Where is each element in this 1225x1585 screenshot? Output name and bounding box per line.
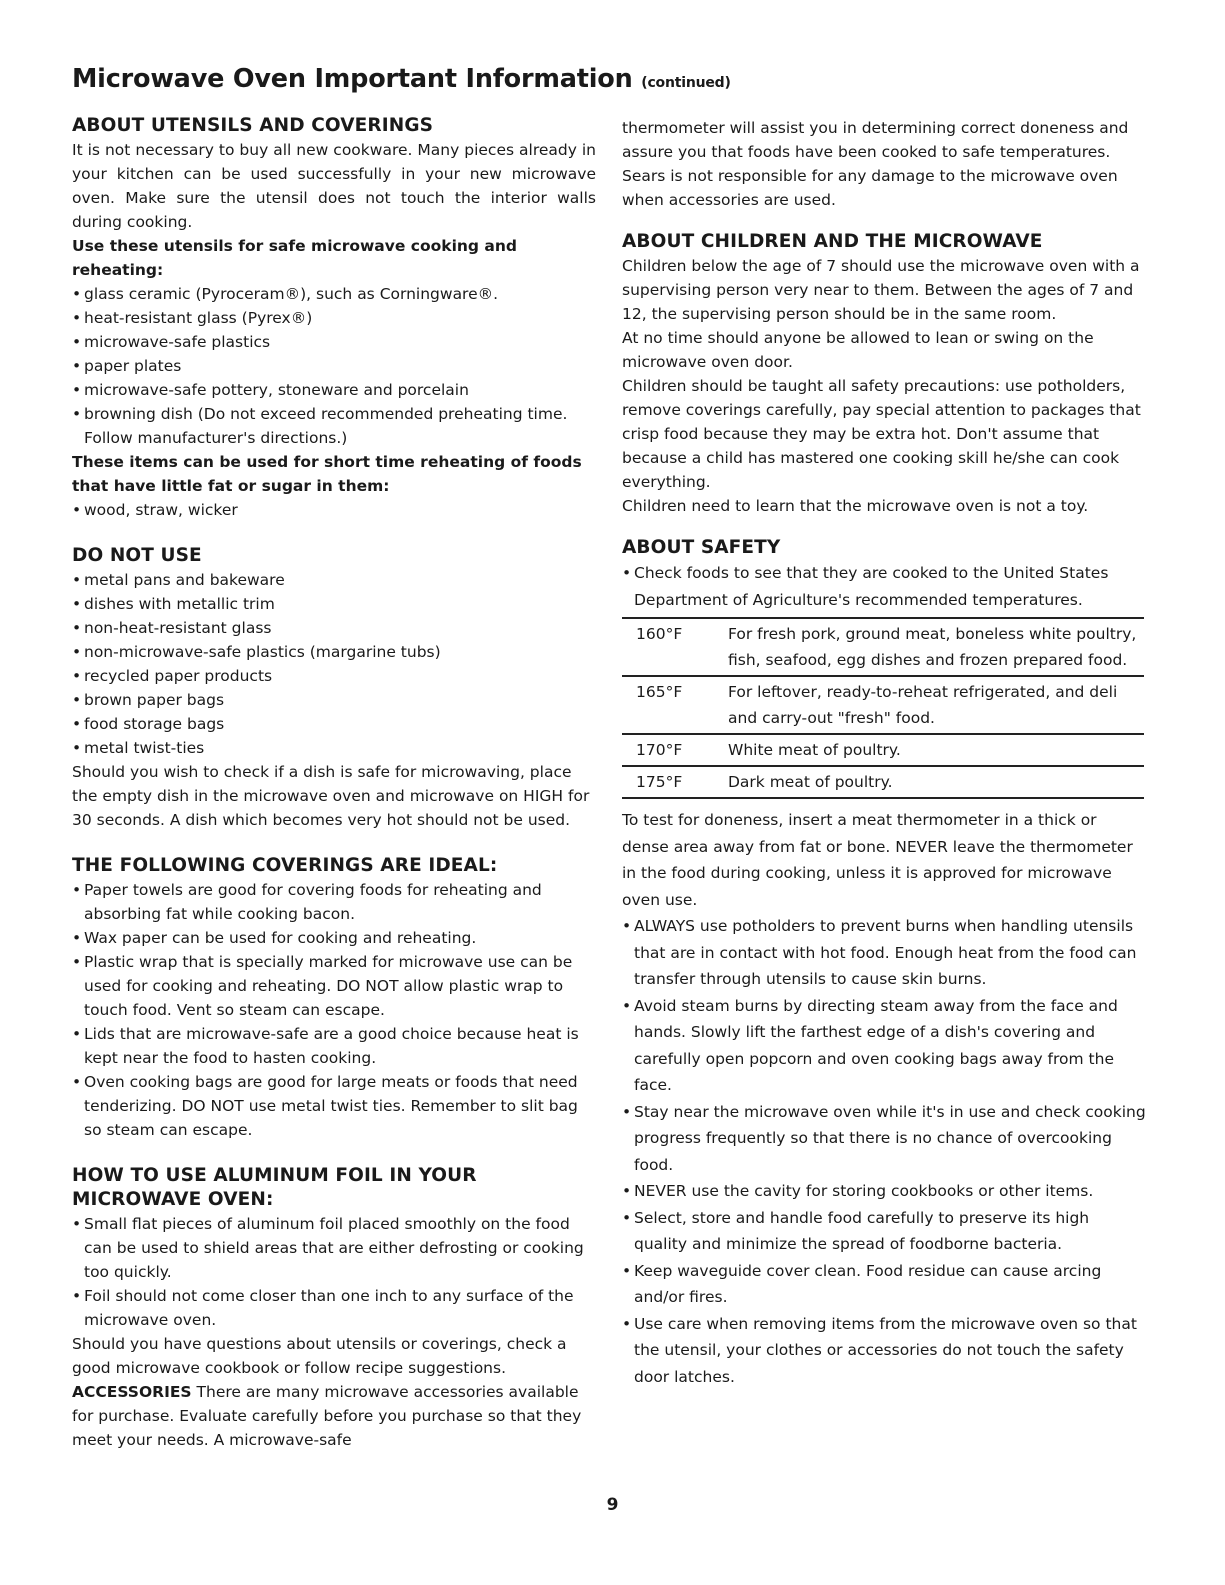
temp-cell: 170°F xyxy=(622,734,728,766)
do-not-use-list xyxy=(72,568,596,760)
safety-list xyxy=(622,913,1146,1390)
temp-cell: 175°F xyxy=(622,766,728,798)
safe-utensils-list xyxy=(72,282,596,450)
table-row xyxy=(622,766,1144,798)
coverings-list xyxy=(72,878,596,1142)
table-row xyxy=(622,734,1144,766)
accessories-label: ACCESSORIES xyxy=(72,1383,192,1401)
temperature-table xyxy=(622,617,1144,799)
list-item: • Avoid steam burns by directing steam away from the face and hands. Slowly lift the farthest edge of a dish's covering and carefully open popcorn and oven cooking bags away from the face. xyxy=(622,993,1146,1099)
thermometer-continued-text: thermometer will assist you in determining correct doneness and assure you that foods have been cooked to safe temperatures. Sears is not responsible for any damage to the microwave oven when accessories are used. xyxy=(622,119,1129,209)
list-item: • Plastic wrap that is specially marked for microwave use can be used for cooking and reheating. DO NOT allow plastic wrap to touch food. Vent so steam can escape. xyxy=(72,950,596,1022)
list-item: • Paper towels are good for covering foods for reheating and absorbing fat while cooking bacon. xyxy=(72,878,596,926)
desc-cell: White meat of poultry. xyxy=(728,734,1144,766)
desc-cell: For fresh pork, ground meat, boneless white poultry, fish, seafood, egg dishes and frozen prepared food. xyxy=(728,618,1144,676)
do-not-use-heading: DO NOT USE xyxy=(72,545,202,566)
list-item: • non-microwave-safe plastics (margarine tubs) xyxy=(72,640,596,664)
cookbook-text: Should you have questions about utensils or coverings, check a good microwave cookbook or follow recipe suggestions. xyxy=(72,1335,567,1377)
list-item: • browning dish (Do not exceed recommended preheating time. Follow manufacturer's directions.) xyxy=(72,402,596,450)
title-text: Microwave Oven Important Information xyxy=(72,64,633,94)
children-heading: ABOUT CHILDREN AND THE MICROWAVE xyxy=(622,231,1043,252)
list-item: • Wax paper can be used for cooking and reheating. xyxy=(72,926,596,950)
accessories-text: There are many microwave accessories available for purchase. Evaluate carefully before you purchase so that they meet your needs. A microwave-safe xyxy=(72,1383,582,1449)
list-item: • brown paper bags xyxy=(72,688,596,712)
dish-check-text: Should you wish to check if a dish is safe for microwaving, place the empty dish in the microwave oven and microwave on HIGH for 30 seconds. A dish which becomes very hot should not be used. xyxy=(72,763,590,829)
utensils-intro: It is not necessary to buy all new cookware. Many pieces already in your kitchen can be used successfully in your new microwave oven. Make sure the utensil does not touch the interior walls during cooking. xyxy=(72,141,596,231)
list-item: • food storage bags xyxy=(72,712,596,736)
accessories-paragraph xyxy=(72,1380,596,1452)
desc-cell: Dark meat of poultry. xyxy=(728,766,1144,798)
list-item: • Foil should not come closer than one inch to any surface of the microwave oven. xyxy=(72,1284,596,1332)
list-item: • paper plates xyxy=(72,354,596,378)
aluminum-foil-list xyxy=(72,1212,596,1332)
coverings-heading: THE FOLLOWING COVERINGS ARE IDEAL: xyxy=(72,855,498,876)
children-paragraph: At no time should anyone be allowed to lean or swing on the microwave oven door. xyxy=(622,329,1094,371)
list-item: • metal pans and bakeware xyxy=(72,568,596,592)
list-item: • heat-resistant glass (Pyrex®) xyxy=(72,306,596,330)
short-reheating-heading: These items can be used for short time reheating of foods that have little fat or sugar in them: xyxy=(72,453,582,495)
list-item: • dishes with metallic trim xyxy=(72,592,596,616)
list-item: • Lids that are microwave-safe are a good choice because heat is kept near the food to hasten cooking. xyxy=(72,1022,596,1070)
children-paragraph: Children below the age of 7 should use the microwave oven with a supervising person very near to them. Between the ages of 7 and 12, the supervising person should be in the same room. xyxy=(622,257,1140,323)
list-item: • ALWAYS use potholders to prevent burns when handling utensils that are in contact with hot food. Enough heat from the food can transfer through utensils to cause skin burns. xyxy=(622,913,1146,993)
desc-cell: For leftover, ready-to-reheat refrigerated, and deli and carry-out "fresh" food. xyxy=(728,676,1144,734)
aluminum-foil-heading: HOW TO USE ALUMINUM FOIL IN YOUR MICROWAVE OVEN: xyxy=(72,1165,477,1210)
list-item: • non-heat-resistant glass xyxy=(72,616,596,640)
list-item: • Check foods to see that they are cooked to the United States Department of Agriculture's recommended temperatures. xyxy=(622,560,1146,613)
list-item: • recycled paper products xyxy=(72,664,596,688)
list-item: • microwave-safe pottery, stoneware and porcelain xyxy=(72,378,596,402)
right-column xyxy=(622,116,1146,1390)
list-item: • metal twist-ties xyxy=(72,736,596,760)
list-item: • Keep waveguide cover clean. Food residue can cause arcing and/or fires. xyxy=(622,1258,1146,1311)
list-item: • Oven cooking bags are good for large meats or foods that need tenderizing. DO NOT use metal twist ties. Remember to slit bag so steam can escape. xyxy=(72,1070,596,1142)
safety-heading: ABOUT SAFETY xyxy=(622,537,781,558)
table-row xyxy=(622,618,1144,676)
list-item: • Use care when removing items from the microwave oven so that the utensil, your clothes or accessories do not touch the safety door latches. xyxy=(622,1311,1146,1391)
safety-intro-list xyxy=(622,560,1146,613)
children-paragraph: Children need to learn that the microwave oven is not a toy. xyxy=(622,497,1089,515)
list-item: • NEVER use the cavity for storing cookbooks or other items. xyxy=(622,1178,1146,1205)
short-reheating-list xyxy=(72,498,596,522)
page-title xyxy=(72,64,731,94)
temp-cell: 165°F xyxy=(622,676,728,734)
page-number: 9 xyxy=(606,1495,619,1515)
temp-cell: 160°F xyxy=(622,618,728,676)
list-item: • Stay near the microwave oven while it's in use and check cooking progress frequently so that there is no chance of overcooking food. xyxy=(622,1099,1146,1179)
left-column xyxy=(72,114,596,1452)
table-row xyxy=(622,676,1144,734)
children-paragraph: Children should be taught all safety precautions: use potholders, remove coverings carefully, pay special attention to packages that crisp food because they may be extra hot. Don't assume that because a child has mastered one cooking skill he/she can cook everything. xyxy=(622,377,1141,491)
title-suffix: (continued) xyxy=(641,75,731,91)
list-item: • microwave-safe plastics xyxy=(72,330,596,354)
safe-utensils-heading: Use these utensils for safe microwave cooking and reheating: xyxy=(72,237,518,279)
list-item: • wood, straw, wicker xyxy=(72,498,596,522)
list-item: • Select, store and handle food carefully to preserve its high quality and minimize the spread of foodborne bacteria. xyxy=(622,1205,1146,1258)
utensils-heading: ABOUT UTENSILS AND COVERINGS xyxy=(72,115,434,136)
list-item: • glass ceramic (Pyroceram®), such as Corningware®. xyxy=(72,282,596,306)
doneness-text: To test for doneness, insert a meat thermometer in a thick or dense area away from fat or bone. NEVER leave the thermometer in the food during cooking, unless it is approved for microwave oven use. xyxy=(622,811,1133,909)
list-item: • Small flat pieces of aluminum foil placed smoothly on the food can be used to shield areas that are either defrosting or cooking too quickly. xyxy=(72,1212,596,1284)
